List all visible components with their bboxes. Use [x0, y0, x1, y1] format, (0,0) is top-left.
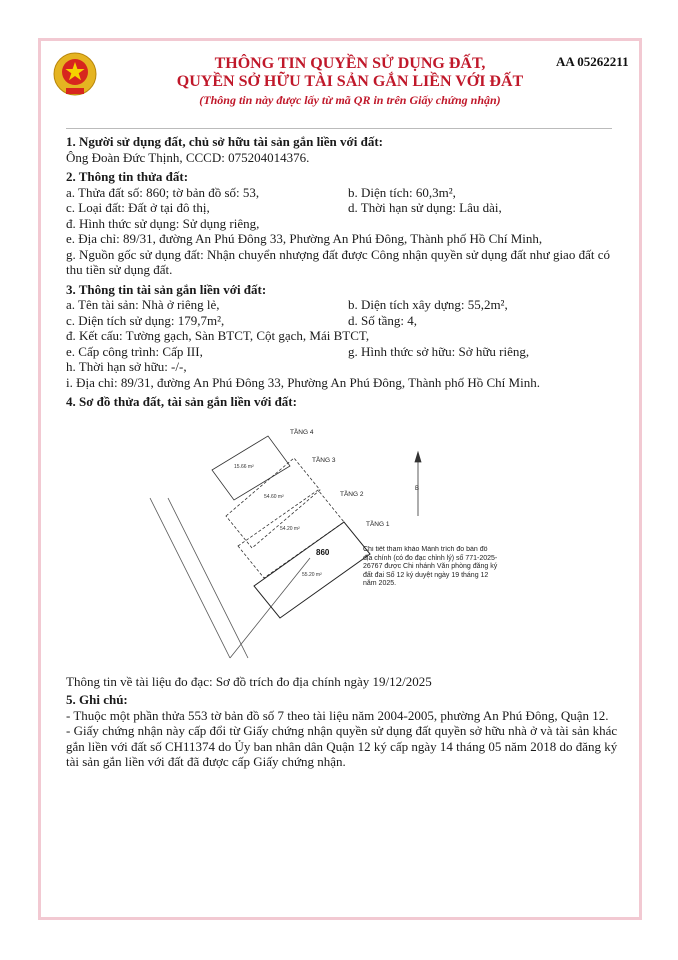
floor3-plan: [226, 458, 320, 548]
construction-area: b. Diện tích xây dựng: 55,2m²,: [348, 297, 508, 312]
note-2: - Giấy chứng nhận này cấp đổi từ Giấy chứng nhận quyền sử dụng đất quyền sở hữu nhà ở và tài sản khác gắn liền với đất số CH11374 do Ủy ban nhân dân Quận 12 ký cấp ngày 14 tháng 05 năm 2018 do đăng ký tài sản gắn liền với đất đã được cấp Giấy chứng nhận.: [66, 723, 618, 769]
section4-heading: 4. Sơ đồ thửa đất, tài sản gắn liền với đất:: [66, 394, 297, 409]
notes-section: [66, 692, 622, 770]
note-1: - Thuộc một phần thửa 553 tờ bản đồ số 7 theo tài liệu năm 2004-2005, phường An Phú Đông, Quận 12.: [66, 707, 609, 723]
structure: đ. Kết cấu: Tường gạch, Sàn BTCT, Cột gạch, Mái BTCT,: [66, 328, 370, 343]
floor3-label: TẦNG 3: [312, 457, 336, 464]
road-lines: [150, 498, 310, 658]
usable-area: c. Diện tích sử dụng: 179,7m²,: [66, 312, 225, 328]
land-type: c. Loại đất: Đất ở tại đô thị,: [66, 200, 210, 215]
serial-number: AA 05262211: [556, 54, 629, 69]
floor4-label: TẦNG 4: [290, 429, 314, 436]
section1-heading: 1. Người sử dụng đất, chủ sở hữu tài sản gắn liền với đất:: [66, 134, 383, 149]
floor2-area: 54.20 m²: [280, 526, 300, 532]
floor-count: d. Số tầng: 4,: [348, 312, 417, 328]
floor1-plan: [254, 522, 370, 618]
asset-address: i. Địa chỉ: 89/31, đường An Phú Đông 33, Phường An Phú Đông, Thành phố Hồ Chí Minh.: [66, 374, 540, 390]
section3-heading: 3. Thông tin tài sản gắn liền với đất:: [66, 281, 267, 297]
floor1-area: 55.20 m²: [302, 572, 322, 578]
section5-heading: 5. Ghi chú:: [66, 692, 128, 707]
header-divider: [66, 128, 612, 129]
national-emblem-icon: [52, 50, 98, 100]
floor4-area: 15.66 m²: [234, 464, 254, 470]
parcel-number: a. Thửa đất số: 860; tờ bản đồ số: 53,: [66, 184, 260, 200]
survey-info: Thông tin về tài liệu đo đạc: Sơ đồ trích đo địa chính ngày 19/12/2025: [66, 674, 432, 689]
floor2-label: TẦNG 2: [340, 491, 364, 498]
land-origin: g. Nguồn gốc sử dụng đất: Nhận chuyển nhượng đất được Công nhận quyền sử dụng đất như giao đất có thu tiền sử dụng đất.: [66, 246, 610, 277]
land-use-form: đ. Hình thức sử dụng: Sử dụng riêng,: [66, 215, 260, 231]
floor3-area: 54.60 m²: [264, 494, 284, 500]
building-grade: e. Cấp công trình: Cấp III,: [66, 343, 203, 359]
floor1-label: TẦNG 1: [366, 521, 390, 528]
owner-info: Ông Đoàn Đức Thịnh, CCCD: 075204014376.: [66, 149, 310, 165]
ownership-form: g. Hình thức sở hữu: Sở hữu riêng,: [348, 343, 530, 359]
diagram-note: Chi tiết tham khảo Mảnh trích đo bản đồ địa chính (có đo đạc chỉnh lý) số 771-2025-26767 được Chi nhánh Văn phòng đăng ký đất đai Số 12 ký duyệt ngày 19 tháng 12 năm 2025.: [363, 546, 498, 588]
parcel-number-label: 860: [316, 548, 330, 557]
page-title-line2: QUYỀN SỞ HỮU TÀI SẢN GẮN LIỀN VỚI ĐẤT: [176, 73, 524, 90]
ownership-term: h. Thời hạn sở hữu: -/-,: [66, 359, 187, 374]
land-address: e. Địa chỉ: 89/31, đường An Phú Đông 33, Phường An Phú Đông, Thành phố Hồ Chí Minh,: [66, 231, 543, 246]
floor2-plan: [238, 490, 344, 578]
parcel-diagram: [130, 418, 630, 670]
land-term: d. Thời hạn sử dụng: Lâu dài,: [348, 200, 502, 215]
north-arrow-icon: [415, 452, 421, 516]
page-title-line1: THÔNG TIN QUYỀN SỬ DỤNG ĐẤT,: [214, 55, 486, 72]
main-content: [66, 134, 622, 410]
section2-heading: 2. Thông tin thửa đất:: [66, 169, 189, 184]
page-subtitle: (Thông tin này được lấy từ mã QR in trên Giấy chứng nhận): [199, 93, 501, 107]
asset-name: a. Tên tài sản: Nhà ở riêng lẻ,: [66, 297, 220, 312]
north-label: B: [415, 486, 420, 492]
parcel-area: b. Diện tích: 60,3m²,: [348, 184, 456, 200]
